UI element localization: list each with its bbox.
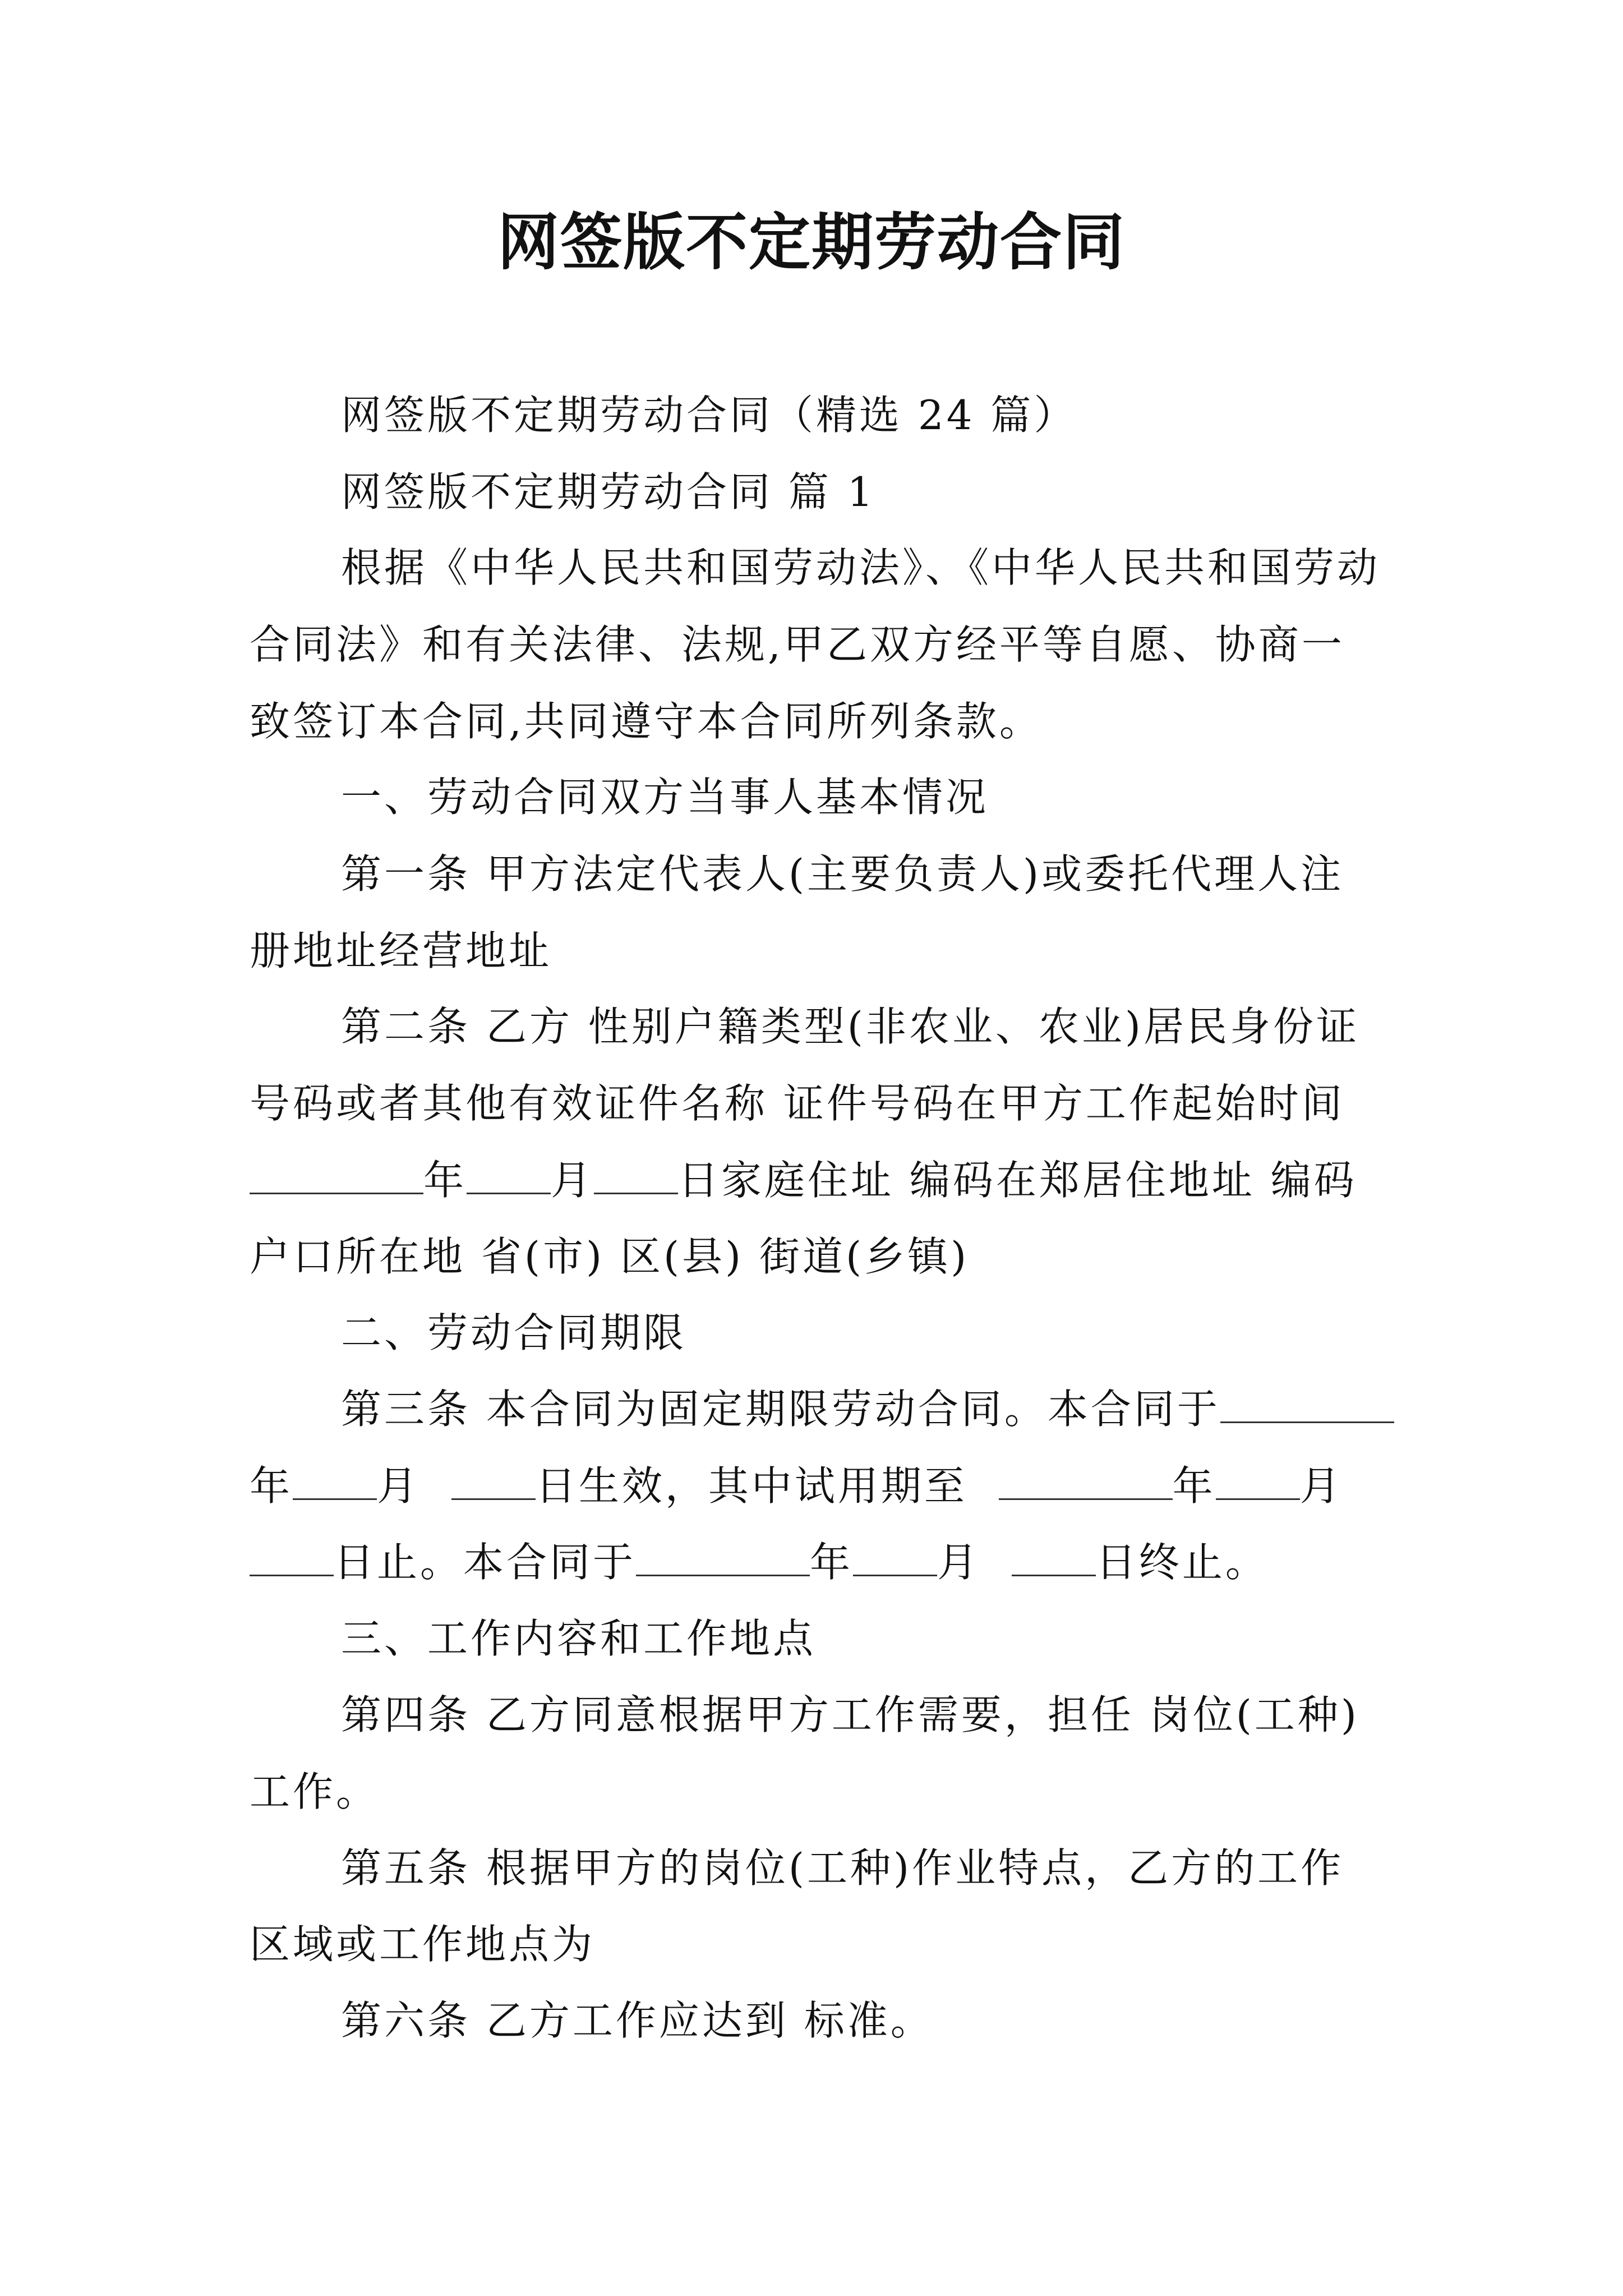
article3-line-2-text: 日生效，其中试用期至 bbox=[535, 1462, 967, 1510]
document-title: 网签版不定期劳动合同 bbox=[497, 206, 1126, 278]
month-label: 月 bbox=[551, 1157, 594, 1204]
article3-line-1-text: 第三条 本合同为固定期限劳动合同。本合同于 bbox=[341, 1386, 1220, 1433]
article1-line-2: 册地址经营地址 bbox=[250, 927, 552, 974]
year-label: 年 bbox=[250, 1462, 293, 1510]
part1-heading: 一、劳动合同双方当事人基本情况 bbox=[341, 774, 989, 821]
fill-blank bbox=[1012, 1540, 1096, 1576]
article5-line-2: 区域或工作地点为 bbox=[250, 1921, 596, 1968]
fill-blank bbox=[1216, 1464, 1300, 1500]
part3-heading: 三、工作内容和工作地点 bbox=[341, 1615, 817, 1662]
fill-blank bbox=[1220, 1387, 1394, 1423]
article2-line-3 bbox=[250, 1152, 1357, 1208]
fill-blank bbox=[594, 1158, 678, 1194]
article1-line-1: 第一条 甲方法定代表人(主要负责人)或委托代理人注 bbox=[341, 850, 1344, 898]
intro-line-1: 根据《中华人民共和国劳动法》、《中华人民共和国劳动 bbox=[341, 544, 1381, 591]
year-label: 年 bbox=[423, 1157, 467, 1204]
article2-line-3-text: 日家庭住址 编码在郑居住地址 编码 bbox=[678, 1157, 1357, 1204]
article6-line-1: 第六条 乙方工作应达到 标准。 bbox=[341, 1997, 934, 2044]
fill-blank bbox=[467, 1158, 551, 1194]
section-heading: 网签版不定期劳动合同 篇 1 bbox=[341, 468, 876, 516]
intro-line-2: 合同法》和有关法律、法规,甲乙双方经平等自愿、协商一 bbox=[250, 621, 1345, 668]
article2-line-2: 号码或者其他有效证件名称 证件号码在甲方工作起始时间 bbox=[250, 1080, 1345, 1127]
article2-line-4: 户口所在地 省(市) 区(县) 街道(乡镇) bbox=[250, 1233, 970, 1280]
article3-line-3-start: 日止。本合同于 bbox=[334, 1539, 637, 1586]
fill-blank bbox=[853, 1540, 937, 1576]
article5-line-1: 第五条 根据甲方的岗位(工种)作业特点，乙方的工作 bbox=[341, 1844, 1344, 1892]
fill-blank bbox=[451, 1464, 536, 1500]
article2-line-1: 第二条 乙方 性别户籍类型(非农业、农业)居民身份证 bbox=[341, 1003, 1359, 1050]
year-label: 年 bbox=[1172, 1462, 1216, 1510]
part2-heading: 二、劳动合同期限 bbox=[341, 1309, 687, 1356]
intro-line-3: 致签订本合同,共同遵守本合同所列条款。 bbox=[250, 698, 1043, 745]
month-label: 月 bbox=[937, 1539, 981, 1586]
article3-line-2 bbox=[250, 1458, 1343, 1514]
article3-line-3 bbox=[250, 1534, 1269, 1590]
fill-blank bbox=[293, 1464, 377, 1500]
article3-line-3-end: 日终止。 bbox=[1095, 1539, 1269, 1586]
fill-blank bbox=[250, 1540, 334, 1576]
fill-blank bbox=[250, 1158, 423, 1194]
year-label: 年 bbox=[810, 1539, 854, 1586]
fill-blank bbox=[999, 1464, 1173, 1500]
fill-blank bbox=[636, 1540, 810, 1576]
article3-line-1 bbox=[341, 1381, 1394, 1437]
article4-line-1: 第四条 乙方同意根据甲方工作需要，担任 岗位(工种) bbox=[341, 1691, 1359, 1738]
month-label: 月 bbox=[377, 1462, 421, 1510]
month-label: 月 bbox=[1299, 1462, 1343, 1510]
article4-line-2: 工作。 bbox=[250, 1768, 380, 1815]
document-subtitle: 网签版不定期劳动合同（精选 24 篇） bbox=[341, 392, 1077, 439]
